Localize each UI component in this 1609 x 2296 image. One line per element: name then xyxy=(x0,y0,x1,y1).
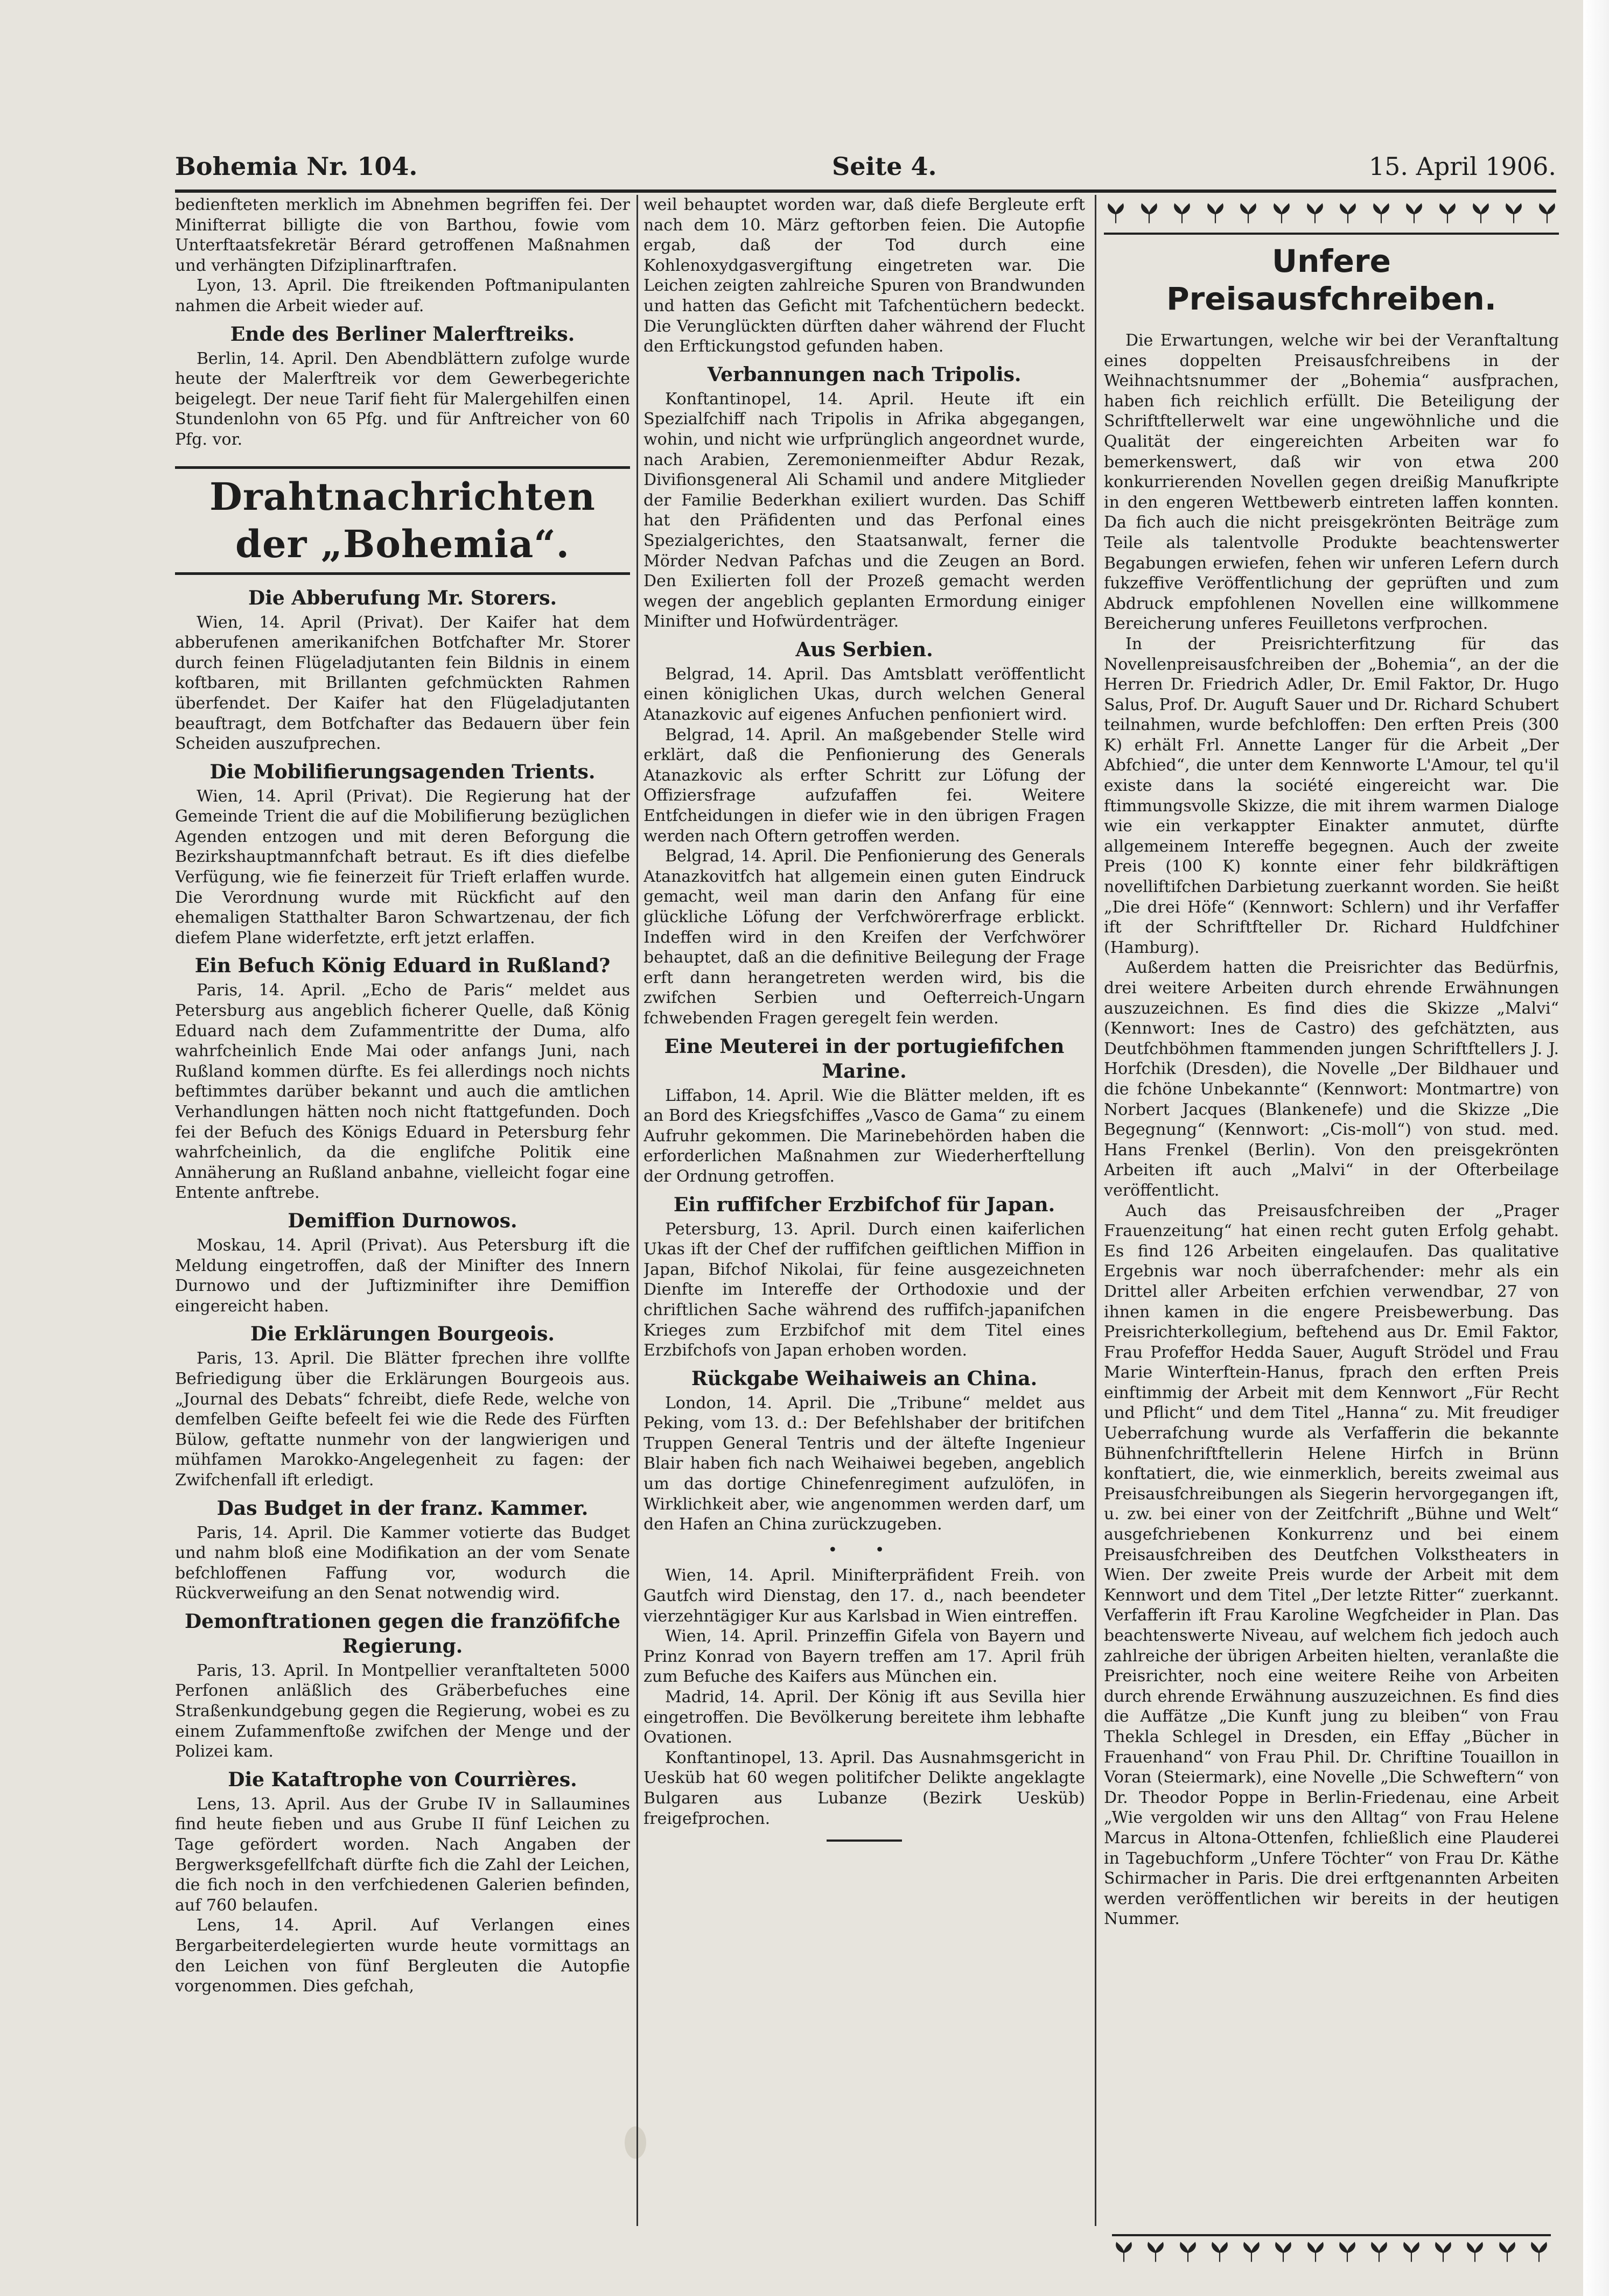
tulip-ornament-icon xyxy=(1400,2241,1423,2264)
article-text: Petersburg, 13. April. Durch einen kaiferlichen Ukas ift der Chef der ruffifchen geiftlichen Miffion in Japan, Bifchof Nikolai, für feine ausgezeichneten Dienfte im Intereffe der Orthodoxie und der chriftlichen Sache während des ruffifch-japanifchen Krieges zum Erzbifchof mit dem Titel eines Erzbifchofs von Japan erhoben worden. xyxy=(643,1219,1085,1360)
article-headline: Demiffion Durnowos. xyxy=(288,1209,517,1232)
article-text: Auch das Preisausfchreiben der „Prager Frauenzeitung“ hat einen recht guten Erfolg gehabt. Es find 126 Arbeiten eingelaufen. Das qualitative Ergebnis war noch überrafchender: mehr als ein Drittel aller Arbeiten erfchien verwendbar, 27 von ihnen kamen in die engere Preisbewerbung. Das Preisrichterkollegium, beftehend aus Dr. Emil Faktor, Frau Profeffor Hedda Sauer, Auguft Strödel und Frau Marie Winterftein-Hanus, fprach den erften Preis einftimmig der Arbeit mit dem Kennwort „Für Recht und Pflicht“ und dem Titel „Hanna“ zu. Mit freudiger Ueberrafchung wurde als Verfafferin die bekannte Bühnenfchriftftellerin Helene Hirfch in Brünn konftatiert, die, wie einmerklich, bereits zweimal aus Preisausfchreibungen als Siegerin hervorgegangen ift, u. zw. bei einer von der Zeitfchrift „Bühne und Welt“ ausgefchriebenen Konkurrenz und bei einem Preisausfchreiben des Deutfchen Volkstheaters in Wien. Der zweite Preis wurde der Arbeit mit dem Kennwort und dem Titel „Der letzte Ritter“ zuerkannt. Verfafferin ift Frau Karoline Wegfcheider in Plan. Das beachtenswerte Niveau, auf welchem fich jedoch auch zahlreiche der übrigen Arbeiten hielten, veranlaßte die Preisrichter, noch eine weitere Reihe von Arbeiten durch ehrende Erwähnung auszuzeichnen. Es find dies die Auffätze „Die Kunft jung zu bleiben“ von Frau Thekla Schlegel in Dresden, ein Effay „Bücher in Frauenhand“ von Frau Phil. Dr. Chriftine Touaillon in Voran (Steiermark), eine Novelle „Die Schweftern“ von Dr. Theodor Poppe in Berlin-Friedenau, eine Arbeit „Wie vergolden wir uns den Alltag“ von Frau Helene Marcus in Altona-Ottenfen, fchließlich eine Plauderei in Tagebuchform „Unfere Töchter“ von Frau Dr. Käthe Schirmacher in Paris. Die drei erftgenannten Arbeiten werden veröffentlichen wir bereits in der heutigen Nummer. xyxy=(1104,1201,1559,1929)
article-text: Die Erwartungen, welche wir bei der Veranftaltung eines doppelten Preisausfchreibens in der Weihnachtsnummer der „Bohemia“ ausfprachen, haben fich reichlich erfüllt. Die Beteiligung der Schriftftellerwelt war eine ungewöhnliche und die Qualität der eingereichten Arbeiten war fo bemerkenswert, daß wir von etwa 200 konkurrierenden Novellen gegen dreißig Manufkripte in den engeren Wettbewerb eintreten laffen konnten. Da fich auch die nicht preisgekrönten Beiträge zum Teile als talentvolle Produkte beachtenswerter Begabungen erwiefen, fehen wir unferen Lefern durch fukzeffive Veröffentlichung der geprüften und zum Abdruck empfohlenen Novellen eine willkommene Bereicherung unferes Feuilletons verfprochen. xyxy=(1104,331,1559,634)
article-text: Lens, 14. April. Auf Verlangen eines Bergarbeiterdelegierten wurde heute vormittags an den Leichen von fünf Bergleuten die Autopfie vorgenommen. Dies gefchah, xyxy=(175,1916,630,1996)
tulip-ornament-icon xyxy=(1236,202,1260,226)
tulip-ornament-icon xyxy=(1502,202,1526,226)
article-text: Paris, 13. April. In Montpellier veranftalteten 5000 Perfonen anläßlich des Gräberbefuches eine Straßenkundgebung gegen die Regierung, wobei es zu einem Zufammenftoße zwifchen der Menge und der Polizei kam. xyxy=(175,1661,630,1761)
tulip-ornament-icon xyxy=(1527,2241,1551,2264)
article-text: Wien, 14. April. Minifterpräfident Freih. von Gautfch wird Dienstag, den 17. d., nach beendeter vierzehntägiger Kur aus Karlsbad in Wien eintreffen. xyxy=(643,1566,1085,1626)
article-text: Berlin, 14. April. Den Abendblättern zufolge wurde heute der Malerftreik vor dem Gewerbegerichte beigelegt. Der neue Tarif fieht für Malergehilfen einen Stundenlohn von 65 Pfg. und für Anftreicher von 60 Pfg. vor. xyxy=(175,349,630,449)
article-text: Belgrad, 14. April. Die Penfionierung des Generals Atanazkovitfch hat allgemein einen guten Eindruck gemacht, weil man darin den Anfang für eine glückliche Löfung der Verfchwörerfrage erblickt. Indeffen wird in den Kreifen der Verfchwörer behauptet, daß an die definitive Beilegung der Frage erft dann herangetreten werden wird, bis die zwifchen Serbien und Oefterreich-Ungarn fchwebenden Fragen geregelt fein werden. xyxy=(643,847,1085,1028)
article-headline: Ende des Berliner Malerftreiks. xyxy=(230,322,575,346)
article-headline: Ein ruffifcher Erzbifchof für Japan. xyxy=(673,1193,1055,1216)
article-headline: Aus Serbien. xyxy=(795,638,933,661)
tulip-ornament-icon xyxy=(1112,2241,1136,2264)
tulip-ornament-icon xyxy=(1170,202,1194,226)
header-rule xyxy=(175,189,1556,193)
tulip-ornament-icon xyxy=(1436,202,1459,226)
article-text: Paris, 13. April. Die Blätter fprechen ihre vollfte Befriedigung über die Erklärungen Bourgeois aus. „Journal des Debats“ fchreibt, diefe Rede, welche von demfelben Geifte befeelt fei wie die Rede des Fürften Bülow, geftatte nunmehr von der langwierigen und mühfamen Marokko-Angelegenheit zu fagen: der Zwifchenfall ift erledigt. xyxy=(175,1349,630,1490)
tulip-ornament-icon xyxy=(1144,2241,1167,2264)
tulip-ornament-icon xyxy=(1104,202,1128,226)
article-text: Paris, 14. April. „Echo de Paris“ meldet aus Petersburg aus angeblich ficherer Quelle, daß König Eduard nach dem Zufammentritte der Duma, alfo wahrfcheinlich Ende Mai oder anfangs Juni, nach Rußland kommen dürfte. Es fei allerdings noch nichts beftimmtes darüber bekannt und auch die amtlichen Verhandlungen hätten noch nicht ftattgefunden. Doch fei der Befuch des Königs Eduard in Petersburg fehr wahrfcheinlich, da die englifche Politik eine Annäherung an Rußland anbahne, vielleicht fogar eine Entente anftrebe. xyxy=(175,981,630,1203)
article-headline: Rückgabe Weihaiweis an China. xyxy=(691,1367,1038,1390)
article-text: In der Preisrichterfitzung für das Novellenpreisausfchreiben der „Bohemia“, an der die Herren Dr. Friedrich Adler, Dr. Emil Faktor, Dr. Hugo Salus, Prof. Dr. Auguft Sauer und Dr. Richard Schubert teilnahmen, wurde befchloffen: Den erften Preis (300 K) erhält Frl. Annette Langer für die Arbeit „Der Abfchied“, die unter dem Kennworte L'Amour, tel qu'il existe dans la société eingereicht war. Die ftimmungsvolle Skizze, die mit ihrem warmen Dialoge wie ein verkappter Einakter anmutet, dürfte allgemeinem Intereffe begegnen. Auch der zweite Preis (100 K) konnte einer fehr bildkräftigen novelliftifchen Darbietung zuerkannt worden. Sie heißt „Die drei Höfe“ (Kennwort: Schlern) und ihr Verfaffer ift der Schriftfteller Dr. Richard Huldfchiner (Hamburg). xyxy=(1104,634,1559,957)
tulip-ornament-icon xyxy=(1336,202,1360,226)
tulip-ornament-icon xyxy=(1535,202,1559,226)
tulip-ornament-icon xyxy=(1270,202,1293,226)
tulip-ornament-icon xyxy=(1369,202,1393,226)
tulip-ornament-icon xyxy=(1335,2241,1359,2264)
article-text: Liffabon, 14. April. Wie die Blätter melden, ift es an Bord des Kriegsfchiffes „Vasco de Gama“ zu einem Aufruhr gekommen. Die Marinebehörden haben die erforderlichen Maßnahmen zur Wiederherftellung der Ordnung getroffen. xyxy=(643,1086,1085,1186)
tulip-ornament-icon xyxy=(1463,2241,1487,2264)
tulip-ornament-icon xyxy=(1367,2241,1391,2264)
ornament-border xyxy=(1104,195,1559,235)
article-text: Konftantinopel, 13. April. Das Ausnahmsgericht in Uesküb hat 60 wegen politifcher Delikte angeklagte Bulgaren aus Lubanze (Bezirk Uesküb) freigefprochen. xyxy=(643,1748,1085,1828)
article-text: Paris, 14. April. Die Kammer votierte das Budget und nahm bloß eine Modifikation an der vom Senate befchloffenen Faffung vor, wodurch die Rückverweifung an den Senat notwendig wird. xyxy=(175,1523,630,1603)
article-headline: Verbannungen nach Tripolis. xyxy=(707,363,1022,386)
tulip-ornament-icon xyxy=(1469,202,1493,226)
article-headline: Das Budget in der franz. Kammer. xyxy=(216,1497,589,1520)
article-text: Wien, 14. April (Privat). Der Kaifer hat dem abberufenen amerikanifchen Botfchafter Mr. Storer durch feinen Flügeladjutanten fein Bildnis in einem koftbaren, mit Brillanten gefchmückten Rahmen überfendet. Der Kaifer hat den Flügeladjutanten beauftragt, dem Botfchafter das Bedauern über fein Scheiden auszufprechen. xyxy=(175,613,630,754)
article-text: Belgrad, 14. April. Das Amtsblatt veröffentlicht einen königlichen Ukas, durch welchen General Atanazkovic auf eigenes Anfuchen penfioniert wird. xyxy=(643,664,1085,725)
article-headline: Die Kataftrophe von Courrières. xyxy=(228,1768,577,1791)
article-title: Unfere Preisausfchreiben. xyxy=(1166,243,1496,317)
tulip-ornament-icon xyxy=(1402,202,1426,226)
article-headline: Die Erklärungen Bourgeois. xyxy=(250,1323,555,1346)
tulip-ornament-icon xyxy=(1208,2241,1232,2264)
article-text: London, 14. April. Die „Tribune“ meldet aus Peking, vom 13. d.: Der Befehlshaber der britifchen Truppen General Tentris und der ältefte Ingenieur Blair haben fich nach Weihaiwei begeben, angeblich um das dortige Chinefenregiment aufzulöfen, in Wirklichkeit aber, wie angenommen werden darf, um den Hafen an China zurückzugeben. xyxy=(643,1393,1085,1534)
scan-edge xyxy=(1583,0,1609,2296)
column-1 xyxy=(175,195,630,2226)
column-3 xyxy=(1104,195,1559,2226)
section-headline: Drahtnachrichten der „Bohemia“. xyxy=(175,466,630,575)
article-text: Moskau, 14. April (Privat). Aus Petersburg ift die Meldung eingetroffen, daß der Minifter des Innern Durnowo und der Juftizminifter ihre Demiffion eingereicht haben. xyxy=(175,1235,630,1316)
ornament-border xyxy=(1112,2234,1551,2269)
article-text: Wien, 14. April. Prinzeffin Gifela von Bayern und Prinz Konrad von Bayern treffen am 17. April früh zum Befuche des Kaifers aus München ein. xyxy=(643,1627,1085,1687)
tulip-ornament-icon xyxy=(1495,2241,1519,2264)
article-headline: Die Abberufung Mr. Storers. xyxy=(248,586,557,609)
column-divider xyxy=(636,195,638,2226)
tulip-ornament-icon xyxy=(1204,202,1227,226)
article-text: Außerdem hatten die Preisrichter das Bedürfnis, drei weitere Arbeiten durch ehrende Erwähnungen auszuzeichnen. Es find dies die Skizze „Malvi“ (Kennwort: Ines de Castro) des gefchätzten, aus Deutfchböhmen ftammenden jungen Schriftftellers J. J. Horfchik (Dresden), die Novelle „Der Bildhauer und die fchöne Unbekannte“ (Kennwort: Montmartre) von Norbert Jacques (Blankenefe) und die Skizze „Die Begegnung“ (Kennwort: „Cis-moll“) von stud. med. Hans Frenkel (Berlin). Von den preisgekrönten Arbeiten ift auch „Malvi“ in der Ofterbeilage veröffentlicht. xyxy=(1104,958,1559,1200)
column-divider xyxy=(1095,195,1096,2226)
tulip-ornament-icon xyxy=(1304,2241,1327,2264)
end-rule xyxy=(827,1839,902,1842)
tulip-ornament-icon xyxy=(1137,202,1161,226)
tulip-ornament-icon xyxy=(1431,2241,1455,2264)
article-headline: Ein Befuch König Eduard in Rußland? xyxy=(194,954,611,978)
column-2 xyxy=(643,195,1085,2226)
article-text: Wien, 14. April (Privat). Die Regierung hat der Gemeinde Trient die auf die Mobilifierung bezüglichen Agenden entzogen und mit deren Beforgung die Bezirkshauptmannfchaft betraut. Es ift dies diefelbe Verfügung, wie fie feinerzeit für Trieft erlaffen wurde. Die Verordnung wurde mit Rückficht auf den ehemaligen Statthalter Baron Schwartzenau, der fich diefem Plane widerfetzte, erft jetzt erlaffen. xyxy=(175,787,630,947)
header-masthead: Bohemia Nr. 104. xyxy=(175,152,418,181)
header-page-number: Seite 4. xyxy=(832,152,937,181)
article-text: Konftantinopel, 14. April. Heute ift ein Spezialfchiff nach Tripolis in Afrika abgegangen, wohin, und nicht wie urfprünglich angeordnet wurde, nach Arabien, Zeremonienmeifter Abdur Rezak, Divifionsgeneral Ali Schamil und andere Mitglieder der Familie Bederkhan exiliert wurden. Das Schiff hat den Präfidenten und das Perfonal eines Spezialgerichtes, den Staatsanwalt, ferner die Mörder Nedvan Pafchas und die Zeugen an Bord. Den Exilierten foll der Prozeß gemacht werden wegen der angeblich geplanten Ermordung einiger Minifter und Hofwürdenträger. xyxy=(643,389,1085,631)
article-text: bedienfteten merklich im Abnehmen begriffen fei. Der Minifterrat billigte die von Barthou, fowie vom Unterftaatsfekretär Bérard getroffenen Maßnahmen und verhängten Difziplinarftrafen. xyxy=(175,195,630,275)
article-text: Lens, 13. April. Aus der Grube IV in Sallaumines find heute fieben und aus Grube II fünf Leichen zu Tage gefördert worden. Nach Angaben der Bergwerksgefellfchaft dürfte fich die Zahl der Leichen, die fich noch in den verfchiedenen Galerien befinden, auf 760 belaufen. xyxy=(175,1794,630,1915)
article-headline: Die Mobilifierungsagenden Trients. xyxy=(209,760,596,783)
section-separator: • • xyxy=(828,1540,901,1560)
article-text: Belgrad, 14. April. An maßgebender Stelle wird erklärt, daß die Penfionierung des Generals Atanazkovic als erfter Schritt zur Löfung der Offiziersfrage aufzufaffen fei. Weitere Entfcheidungen in diefer wie in den übrigen Fragen werden nach Oftern getroffen werden. xyxy=(643,725,1085,846)
article-text: Madrid, 14. April. Der König ift aus Sevilla hier eingetroffen. Die Bevölkerung bereitete ihm lebhafte Ovationen. xyxy=(643,1688,1085,1747)
header-date: 15. April 1906. xyxy=(1368,152,1556,181)
article-text: weil behauptet worden war, daß diefe Bergleute erft nach dem 10. März geftorben feien. Die Autopfie ergab, daß der Tod durch eine Kohlenoxydgasvergiftung eingetreten war. Die Leichen zeigten zahlreiche Spuren von Brandwunden und hatten das Geficht mit Tafchentüchern bedeckt. Die Verunglückten dürften daher während der Flucht den Erftickungstod gefunden haben. xyxy=(643,195,1085,356)
page-header xyxy=(175,152,1556,189)
tulip-ornament-icon xyxy=(1271,2241,1295,2264)
tulip-ornament-icon xyxy=(1240,2241,1263,2264)
tulip-ornament-icon xyxy=(1303,202,1327,226)
article-headline: Demonftrationen gegen die franzöfifche Regierung. xyxy=(184,1610,621,1658)
tulip-ornament-icon xyxy=(1176,2241,1200,2264)
article-text: Lyon, 13. April. Die ftreikenden Poftmanipulanten nahmen die Arbeit wieder auf. xyxy=(175,276,630,315)
article-headline: Eine Meuterei in der portugiefifchen Marine. xyxy=(664,1035,1065,1083)
